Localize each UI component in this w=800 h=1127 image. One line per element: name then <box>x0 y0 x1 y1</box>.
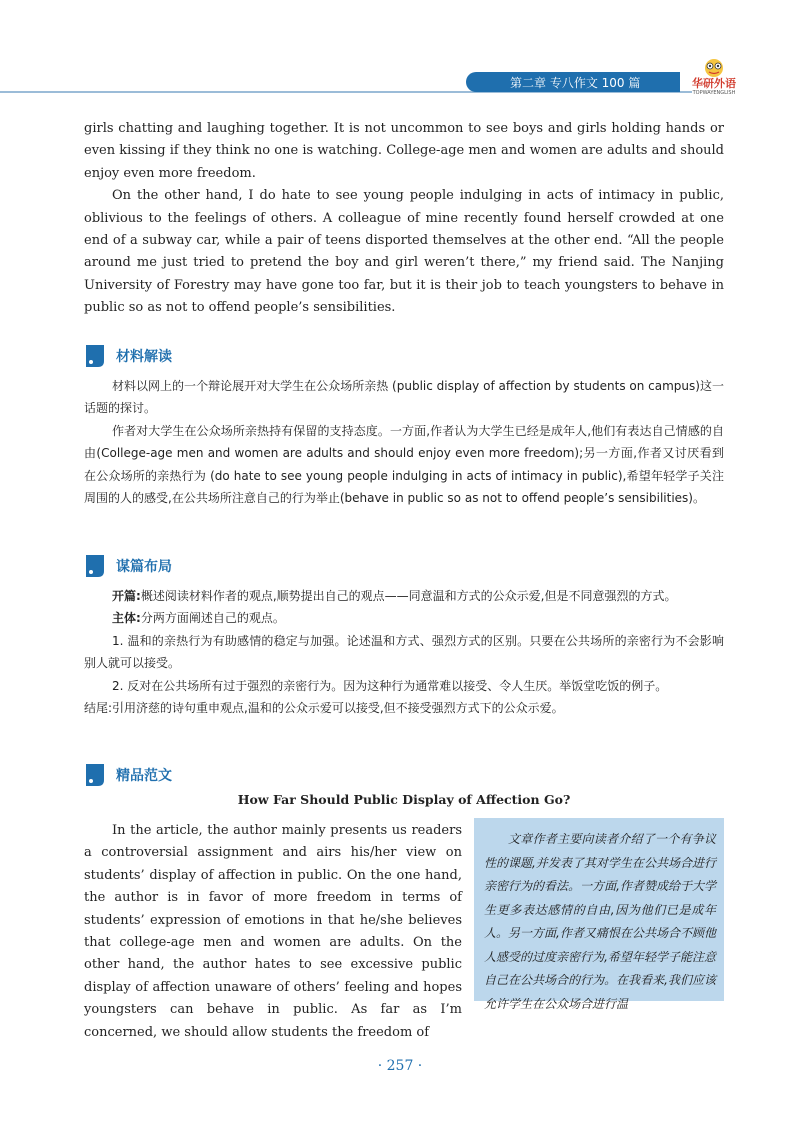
logo-text: 华研外语 <box>692 77 736 90</box>
section-title: 精品范文 <box>116 768 172 784</box>
paragraph: In the article, the author mainly presents us readers a controversial assignment and airs his/her view on students’ display of affection in public. On the one hand, the author is in favor of more freedom in terms of students’ expression of emotions in that he/she believes that college-age men and women are adults. On the other hand, the author hates to see excessive public display of affection unaware of others’ feeling and hopes youngsters can behave in public. As far as I’m concerned, we should allow students the freedom of <box>84 823 462 1040</box>
paragraph: On the other hand, I do hate to see young people indulging in acts of intimacy in public, oblivious to the feelings of others. A colleague of mine recently found herself crowded at one end of a subway car, while a pair of teens disported themselves at the other end. “All the people around me just tried to pretend the boy and girl weren’t there,” my friend said. The Nanjing University of Forestry may have gone too far, but it is their job to teach youngsters to behave in public so as not to offend people’s sensibilities. <box>84 188 724 316</box>
essay-text <box>84 820 462 1044</box>
bookmark-icon <box>84 343 106 369</box>
opening-line <box>84 585 724 607</box>
point-2: 2. 反对在公共场所有过于强烈的亲密行为。因为这种行为通常难以接受、令人生厌。举饭堂吃饭的例子。 <box>112 678 668 693</box>
opening-text: 概述阅读材料作者的观点,顺势提出自己的观点——同意温和方式的公众示爱,但是不同意强烈的方式。 <box>140 589 677 603</box>
point-1: 1. 温和的亲热行为有助感情的稳定与加强。论述温和方式、强烈方式的区别。只要在公共场所的亲密行为不会影响别人就可以接受。 <box>84 633 724 671</box>
opening-label: 开篇: <box>112 589 141 603</box>
logo-subtext: TOPWAYENGLISH <box>692 90 736 96</box>
chapter-header <box>466 72 680 92</box>
bookmark-icon <box>84 762 106 788</box>
publisher-logo <box>684 56 744 98</box>
bookmark-icon <box>84 553 106 579</box>
paragraph: 作者对大学生在公众场所亲热持有保留的支持态度。一方面,作者认为大学生已经是成年人,他们有表达自己情感的自由(College-age men and women are adults and should enjoy even more freedom);另一方面,作者又讨厌看到在公众场所的亲热行为 (do hate to see young people indulging in acts of intimacy in public),希望年轻学子关注周围的人的感受,在公共场所注意自己的行为举止(behave in public so as not to offend people’s sensibilities)。 <box>84 423 724 506</box>
body-line <box>84 607 724 629</box>
continued-text <box>84 118 724 320</box>
page-number: · 257 · <box>377 1058 423 1074</box>
section-title: 谋篇布局 <box>116 559 172 575</box>
chapter-title: 第二章 专八作文 100 篇 <box>510 75 641 90</box>
page-number-value: 257 <box>386 1058 414 1074</box>
section-title: 材料解读 <box>116 349 172 365</box>
translation-note <box>474 818 724 1011</box>
note-text: 文章作者主要向读者介绍了一个有争议性的课题,并发表了其对学生在公共场合进行亲密行为的看法。一方面,作者赞成给于大学生更多表达感情的自由,因为他们已是成年人。另一方面,作者又痛恨在公共场合不顾他人感受的过度亲密行为,希望年轻学子能注意自己在公共场合的行为。在我看来,我们应该允许学生在公众场合进行温 <box>484 832 716 1011</box>
logo-mark-icon <box>697 56 731 78</box>
section-heading-material <box>84 343 172 369</box>
body-text: 分两方面阐述自己的观点。 <box>140 611 285 626</box>
section-heading-layout <box>84 553 172 579</box>
paragraph: girls chatting and laughing together. It is not uncommon to see boys and girls holding hands or even kissing if they think no one is watching. College-age men and women are adults and should enjoy even more freedom. <box>84 121 724 181</box>
essay-title: How Far Should Public Display of Affection Go? <box>237 792 571 807</box>
ending-line <box>84 697 724 719</box>
ending-text: 引用济慈的诗句重申观点,温和的公众示爱可以接受,但不接受强烈方式下的公众示爱。 <box>112 701 564 716</box>
layout-text <box>84 585 724 719</box>
section-heading-essay <box>84 762 172 788</box>
body-label: 主体: <box>112 611 141 626</box>
paragraph: 材料以网上的一个辩论展开对大学生在公众场所亲热 (public display of affection by students on campus)这一话题的探讨。 <box>84 379 724 416</box>
ending-label: 结尾: <box>84 701 113 716</box>
material-text <box>84 375 724 509</box>
